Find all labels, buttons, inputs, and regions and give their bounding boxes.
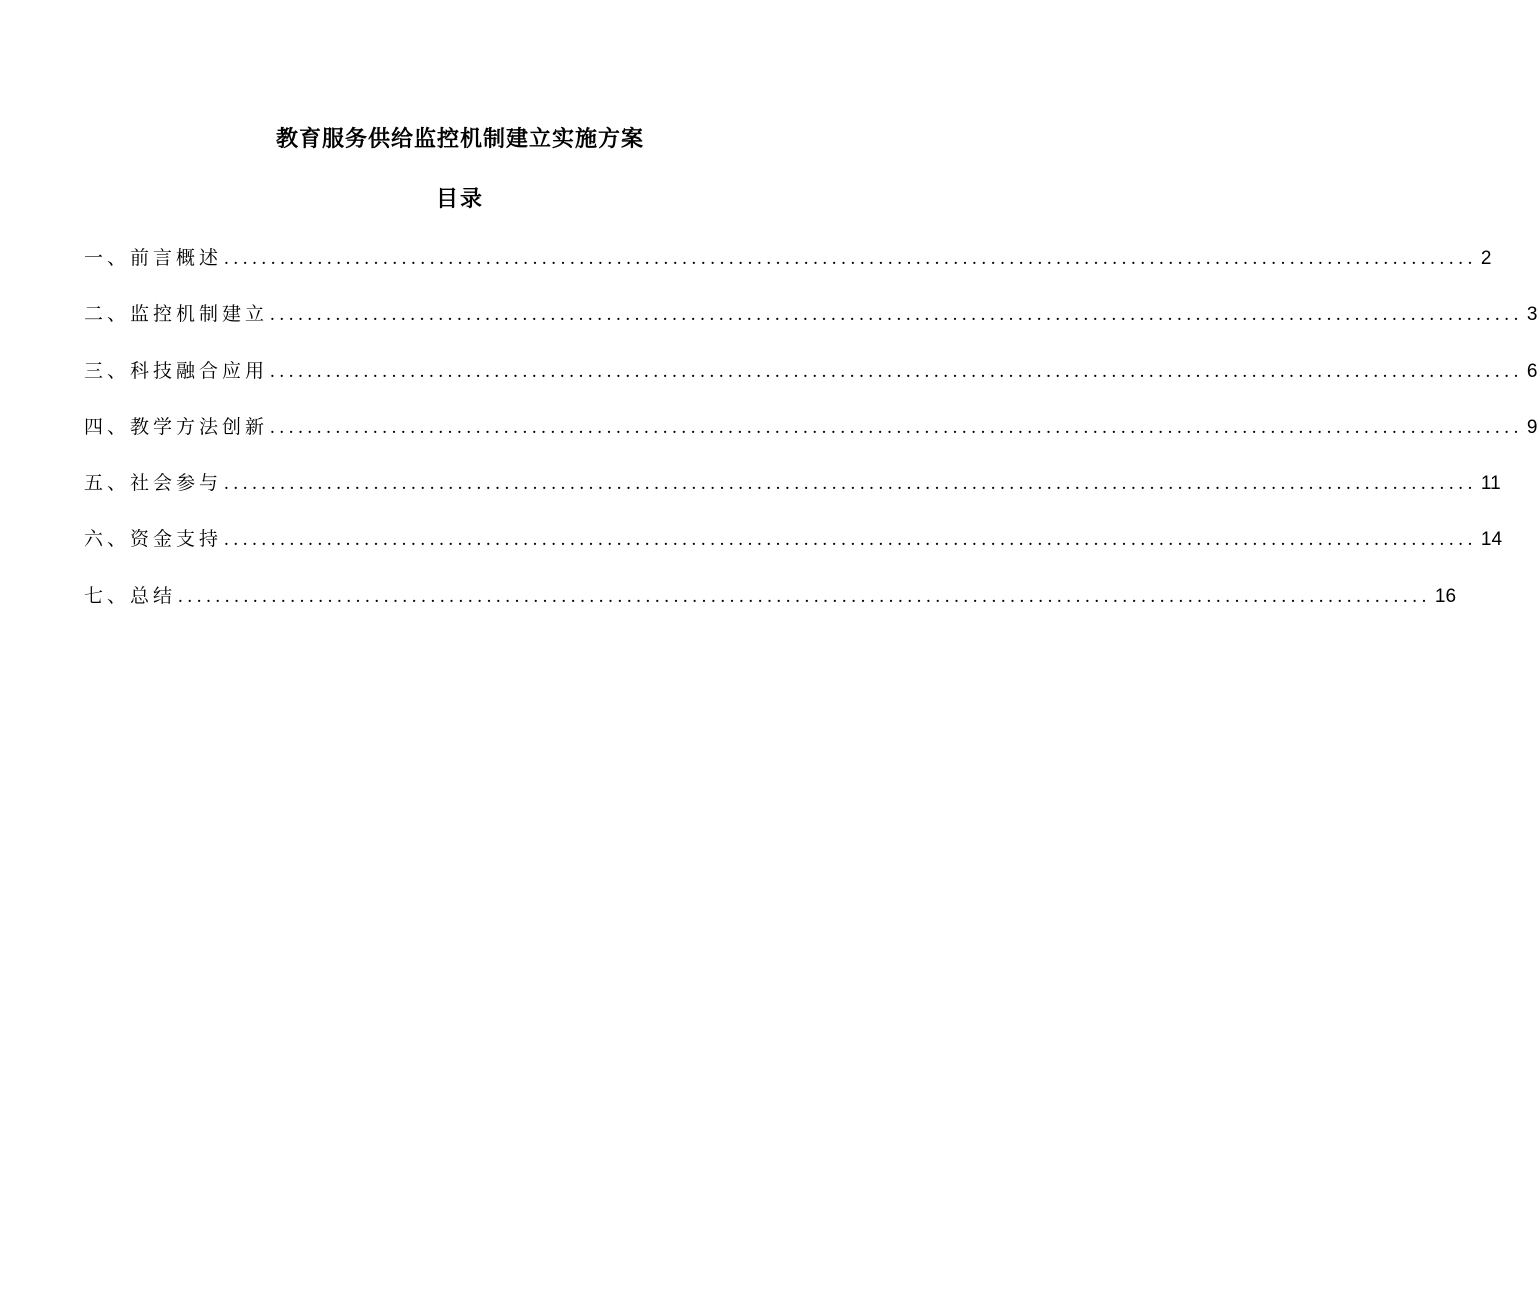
table-of-contents [84,244,1538,638]
toc-entry-label: 四、教学方法创新 [84,415,269,438]
toc-heading: 目录 [435,186,484,212]
toc-page-number: 3 [1526,304,1538,326]
toc-entry-preface[interactable] [84,244,1492,300]
toc-dot-leader: ...................................................................................................................................... [270,304,1523,326]
toc-entry-label: 六、资金支持 [84,528,223,551]
document-title: 教育服务供给监控机制建立实施方案 [275,126,644,152]
toc-page-number: 6 [1526,360,1538,382]
toc-entry-label: 七、总结 [84,584,177,607]
toc-dot-leader: ...................................................................................................................................... [270,360,1523,382]
toc-entry-technology[interactable] [84,357,1538,413]
toc-dot-leader: ...................................................................................................................................... [224,473,1477,495]
toc-entry-monitoring[interactable] [84,300,1538,356]
toc-entry-label: 一、前言概述 [84,247,223,269]
toc-entry-label: 三、科技融合应用 [84,359,269,382]
toc-entry-label: 五、社会参与 [84,472,223,495]
toc-dot-leader: ...................................................................................................................................... [270,416,1523,438]
toc-dot-leader: ...................................................................................................................................... [178,585,1431,607]
toc-dot-leader: ...................................................................................................................................... [224,248,1477,269]
toc-page-number: 16 [1434,585,1457,607]
toc-entry-teaching[interactable] [84,413,1538,469]
toc-page-number: 11 [1480,473,1501,495]
toc-page-number: 14 [1480,529,1503,551]
toc-entry-summary[interactable] [84,582,1457,638]
toc-entry-label: 二、监控机制建立 [84,303,269,326]
toc-page-number: 2 [1480,248,1492,269]
toc-dot-leader: ...................................................................................................................................... [224,529,1477,551]
toc-entry-funding[interactable] [84,525,1503,581]
toc-entry-society[interactable] [84,469,1501,525]
toc-page-number: 9 [1526,416,1538,438]
